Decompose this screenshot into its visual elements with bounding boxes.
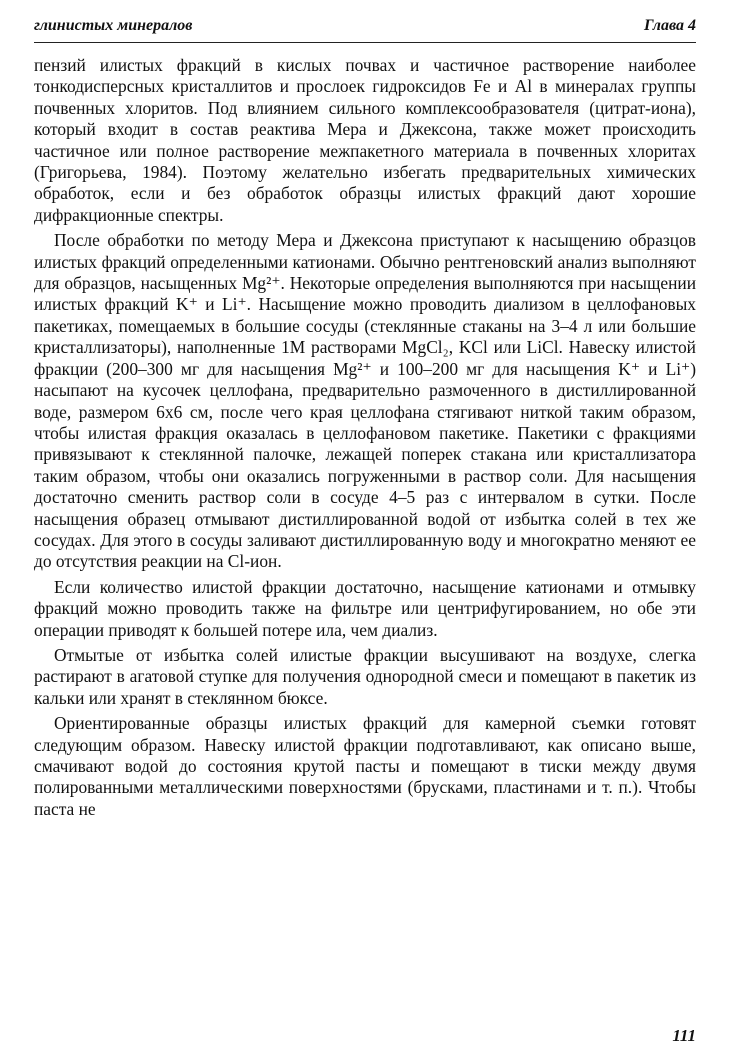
running-head-left: глинистых минералов bbox=[34, 17, 193, 34]
page-number: 111 bbox=[672, 1026, 696, 1045]
paragraph: пензий илистых фракций в кислых почвах и частичное растворение наиболее тонкодисперсных кристаллитов и прослоек гидроксидов Fe и Al в минералах группы почвенных хлоритов. Под влиянием сильного комплексообразователя (цитрат-иона), который входит в состав реактива Мера и Джексона, также может происходить частичное или полное растворение межпакетного материала в почвенных хлоритах (Григорьева, 1984). Поэтому желательно избегать предварительных химических обработок, если и без обработок образцы илистых фракций дают хорошие дифракционные спектры. bbox=[34, 55, 696, 225]
running-head bbox=[34, 16, 696, 43]
paragraph: После обработки по методу Мера и Джексона приступают к насыщению образцов илистых фракций определенными катионами. Обычно рентгеновский анализ выполняют для образцов, насыщенных Mg²⁺. Некоторые определения выполняются при насыщении илистых фракций K⁺ и Li⁺. Насыщение можно проводить диализом в целлофановых пакетиках, помещаемых в большие сосуды (стеклянные стаканы на 3–4 л или большие кристаллизаторы), наполненные 1М растворами MgCl₂, KCl или LiCl. Навеску илистой фракции (200–300 мг для насыщения Mg²⁺ и 100–200 мг для насыщения K⁺ и Li⁺) насыпают на кусочек целлофана, предварительно размоченного в дистиллированной воде, размером 6х6 см, после чего края целлофана стягивают ниткой таким образом, чтобы илистая фракция оказалась в целлофановом пакетике. Пакетики с фракциями привязывают к стеклянной палочке, лежащей поперек стакана или кристаллизатора таким образом, чтобы они оказались погруженными в раствор соли. Для насыщения достаточно сменить раствор соли в сосуде 4–5 раз с интервалом в сутки. После насыщения образец отмывают дистиллированной водой от избытка солей в тех же сосудах. Для этого в сосуды заливают дистиллированную воду и многократно меняют ее до отсутствия реакции на Cl-ион. bbox=[34, 230, 696, 572]
paragraph: Отмытые от избытка солей илистые фракции высушивают на воздухе, слегка растирают в агатовой ступке для получения однородной смеси и помещают в пакетик из кальки или хранят в стеклянном бюксе. bbox=[34, 644, 696, 708]
book-page bbox=[34, 16, 696, 1046]
paragraph: Ориентированные образцы илистых фракций для камерной съемки готовят следующим образом. Навеску илистой фракции подготавливают, как описано выше, смачивают водой до состояния крутой пасты и помещают в тиски между двумя полированными металлическими поверхностями (брусками, пластинами и т. п.). Чтобы паста не bbox=[34, 713, 696, 819]
body-text bbox=[34, 55, 696, 820]
paragraph: Если количество илистой фракции достаточно, насыщение катионами и отмывку фракций можно проводить также на фильтре или центрифугированием, но обе эти операции приводят к большей потере ила, чем диализ. bbox=[34, 576, 696, 640]
running-head-right: Глава 4 bbox=[643, 17, 696, 34]
